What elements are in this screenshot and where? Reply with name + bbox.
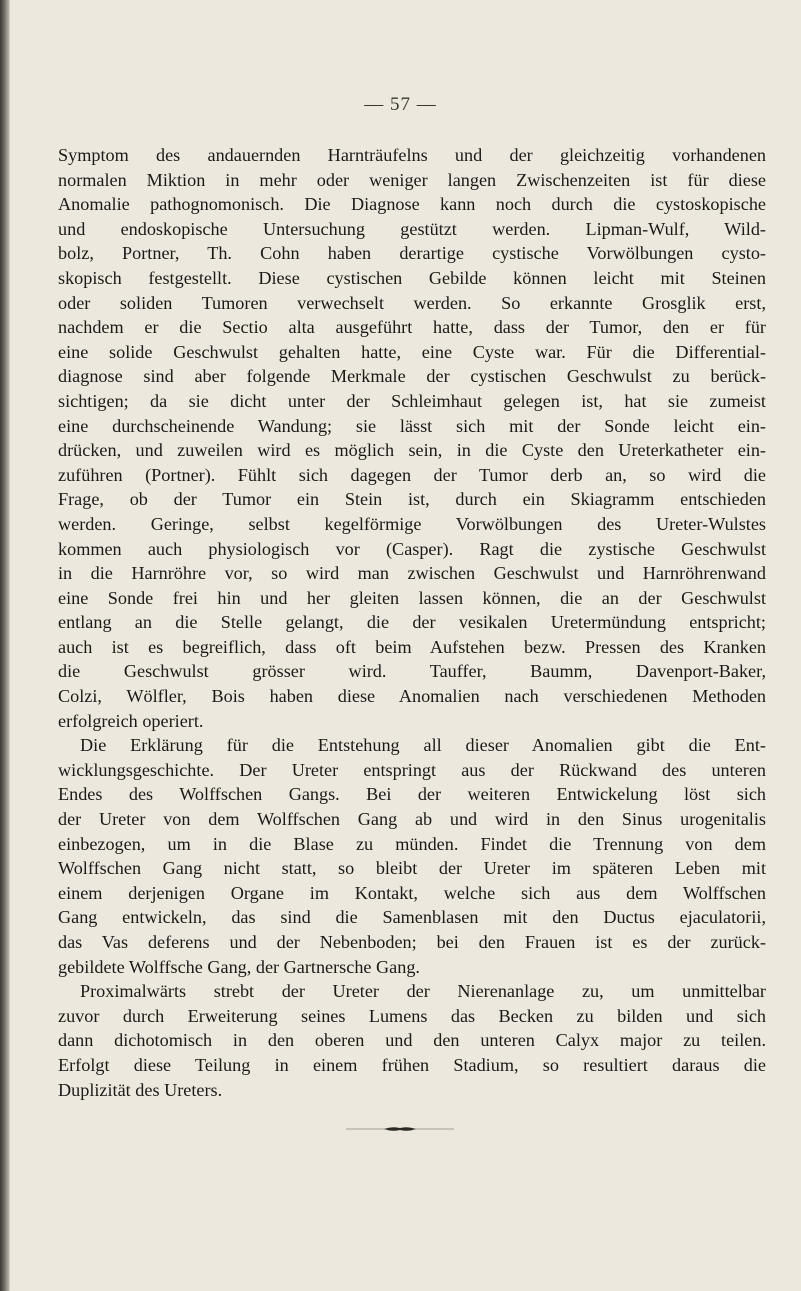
text-line: Wolffschen Gang nicht statt, so bleibt der Ureter im späteren Leben mit — [58, 858, 766, 879]
text-line: Symptom des andauernden Harnträufelns und der gleichzeitig vorhandenen — [58, 145, 766, 165]
text-line: und endoskopische Untersuchung gestützt werden. Lipman-Wulf, Wild- — [58, 218, 766, 239]
text-line: werden. Geringe, selbst kegelförmige Vorwölbungen des Ureter-Wulstes — [58, 513, 766, 534]
text-line: die Geschwulst grösser wird. Tauffer, Baumm, Davenport-Baker, — [58, 661, 766, 682]
text-line: zuführen (Portner). Fühlt sich dagegen der Tumor derb an, so wird die — [58, 464, 766, 485]
text-line: eine durchscheinende Wandung; sie lässt sich mit der Sonde leicht ein- — [58, 415, 766, 436]
text-line: Colzi, Wölfler, Bois haben diese Anomalien nach verschiedenen Methoden — [58, 686, 766, 707]
body-text — [58, 143, 766, 1102]
page-number: — 57 — — [364, 94, 437, 115]
text-line: eine solide Geschwulst gehalten hatte, eine Cyste war. Für die Differential- — [58, 341, 766, 362]
text-line: oder soliden Tumoren verwechselt werden. So erkannte Grosglik erst, — [58, 292, 766, 313]
text-line: gebildete Wolffsche Gang, der Gartnersche Gang. — [58, 956, 420, 977]
text-line: drücken, und zuweilen wird es möglich sein, in die Cyste den Ureterkatheter ein- — [58, 440, 766, 461]
text-line: Die Erklärung für die Entstehung all dieser Anomalien gibt die Ent- — [80, 735, 766, 756]
text-line: Erfolgt diese Teilung in einem frühen Stadium, so resultiert daraus die — [58, 1054, 766, 1075]
text-line: Frage, ob der Tumor ein Stein ist, durch ein Skiagramm entschieden — [58, 489, 766, 510]
text-line: diagnose sind aber folgende Merkmale der cystischen Geschwulst zu berück- — [58, 366, 766, 387]
text-line: einbezogen, um in die Blase zu münden. Findet die Trennung von dem — [58, 833, 766, 854]
text-line: erfolgreich operiert. — [58, 710, 204, 731]
text-line: Duplizität des Ureters. — [58, 1079, 223, 1100]
text-line: einem derjenigen Organe im Kontakt, welche sich aus dem Wolffschen — [58, 882, 766, 903]
end-ornament — [346, 1126, 454, 1132]
text-line: der Ureter von dem Wolffschen Gang ab und wird in den Sinus urogenitalis — [58, 809, 766, 830]
text-line: kommen auch physiologisch vor (Casper). Ragt die zystische Geschwulst — [58, 538, 766, 559]
text-line: zuvor durch Erweiterung seines Lumens das Becken zu bilden und sich — [58, 1005, 766, 1026]
text-line: dann dichotomisch in den oberen und den unteren Calyx major zu teilen. — [58, 1030, 766, 1051]
text-line: Proximalwärts strebt der Ureter der Nierenanlage zu, um unmittelbar — [80, 981, 766, 1002]
text-line: Anomalie pathognomonisch. Die Diagnose kann noch durch die cystoskopische — [58, 194, 766, 215]
text-line: eine Sonde frei hin und her gleiten lassen können, die an der Geschwulst — [58, 587, 766, 608]
text-line: sichtigen; da sie dicht unter der Schleimhaut gelegen ist, hat sie zumeist — [58, 390, 766, 411]
text-line: Endes des Wolffschen Gangs. Bei der weiteren Entwickelung löst sich — [58, 784, 766, 805]
text-line: skopisch festgestellt. Diese cystischen Gebilde können leicht mit Steinen — [58, 267, 766, 288]
text-line: auch ist es begreiflich, dass oft beim Aufstehen bezw. Pressen des Kranken — [58, 636, 766, 657]
text-line: wicklungsgeschichte. Der Ureter entspringt aus der Rückwand des unteren — [58, 759, 766, 780]
text-line: entlang an die Stelle gelangt, die der vesikalen Uretermündung entspricht; — [58, 612, 766, 633]
text-line: in die Harnröhre vor, so wird man zwischen Geschwulst und Harnröhrenwand — [58, 563, 766, 584]
text-line: bolz, Portner, Th. Cohn haben derartige cystische Vorwölbungen cysto- — [58, 243, 766, 264]
scan-edge — [0, 0, 10, 1291]
text-line: Gang entwickeln, das sind die Samenblasen mit den Ductus ejaculatorii, — [58, 907, 766, 928]
text-line: nachdem er die Sectio alta ausgeführt hatte, dass der Tumor, den er für — [58, 317, 766, 338]
text-line: normalen Miktion in mehr oder weniger langen Zwischenzeiten ist für diese — [58, 169, 766, 190]
text-line: das Vas deferens und der Nebenboden; bei den Frauen ist es der zurück- — [58, 932, 766, 952]
